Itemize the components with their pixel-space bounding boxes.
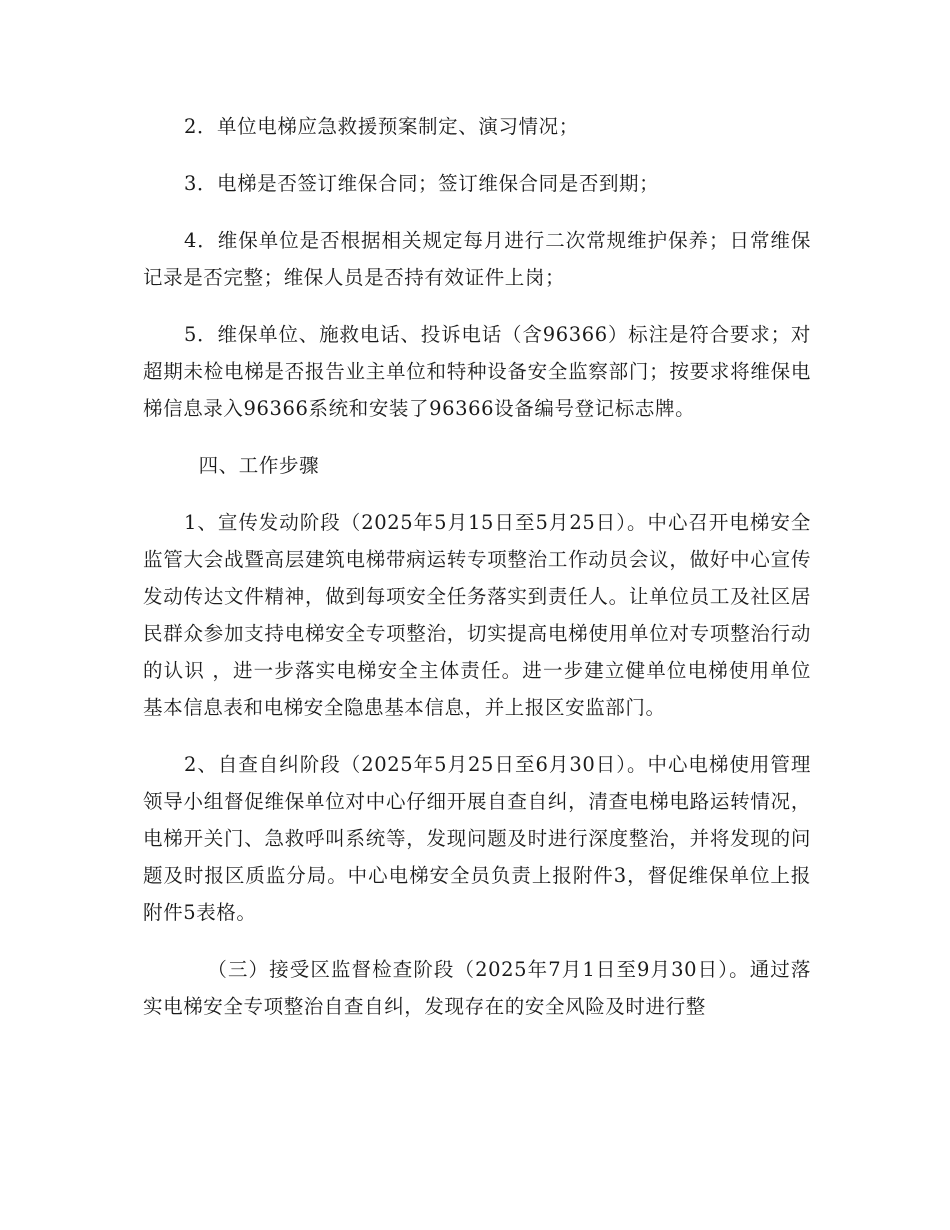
item-2-emergency-plan: 2．单位电梯应急救援预案制定、演习情况；	[183, 115, 579, 138]
step-3-supervision-phase: （三）接受区监督检查阶段（2025年7月1日至9月30日）。通过落实电梯安全专项整治自查自纠，发现存在的安全风险及时进行整	[143, 958, 811, 1018]
item-3-maintenance-contract: 3．电梯是否签订维保合同；签订维保合同是否到期；	[183, 172, 660, 195]
item-5-labeling-and-reporting: 5．维保单位、施救电话、投诉电话（含96366）标注是符合要求；对超期未检电梯是否报告业主单位和特种设备安全监察部门；按要求将维保电梯信息录入96366系统和安装了96366设备编号登记标志牌。	[143, 323, 811, 420]
item-4-routine-maintenance: 4．维保单位是否根据相关规定每月进行二次常规维护保养；日常维保记录是否完整；维保人员是否持有效证件上岗；	[143, 229, 811, 289]
step-1-publicity-phase: 1、宣传发动阶段（2025年5月15日至5月25日）。中心召开电梯安全监管大会战暨高层建筑电梯带病运转专项整治工作动员会议，做好中心宣传发动传达文件精神，做到每项安全任务落实到责任人。让单位员工及社区居民群众参加支持电梯安全专项整治，切实提高电梯使用单位对专项整治行动的认识 ，进一步落实电梯安全主体责任。进一步建立健单位电梯使用单位基本信息表和电梯安全隐患基本信息，并上报区安监部门。	[143, 511, 811, 719]
section-heading-work-steps: 四、工作步骤	[198, 454, 320, 477]
document-body	[143, 108, 811, 1045]
step-2-self-inspection-phase: 2、自查自纠阶段（2025年5月25日至6月30日）。中心电梯使用管理领导小组督促维保单位对中心仔细开展自查自纠，清查电梯电路运转情况，电梯开关门、急救呼叫系统等，发现问题及时进行深度整治，并将发现的问题及时报区质监分局。中心电梯安全员负责上报附件3，督促维保单位上报附件5表格。	[143, 753, 811, 924]
